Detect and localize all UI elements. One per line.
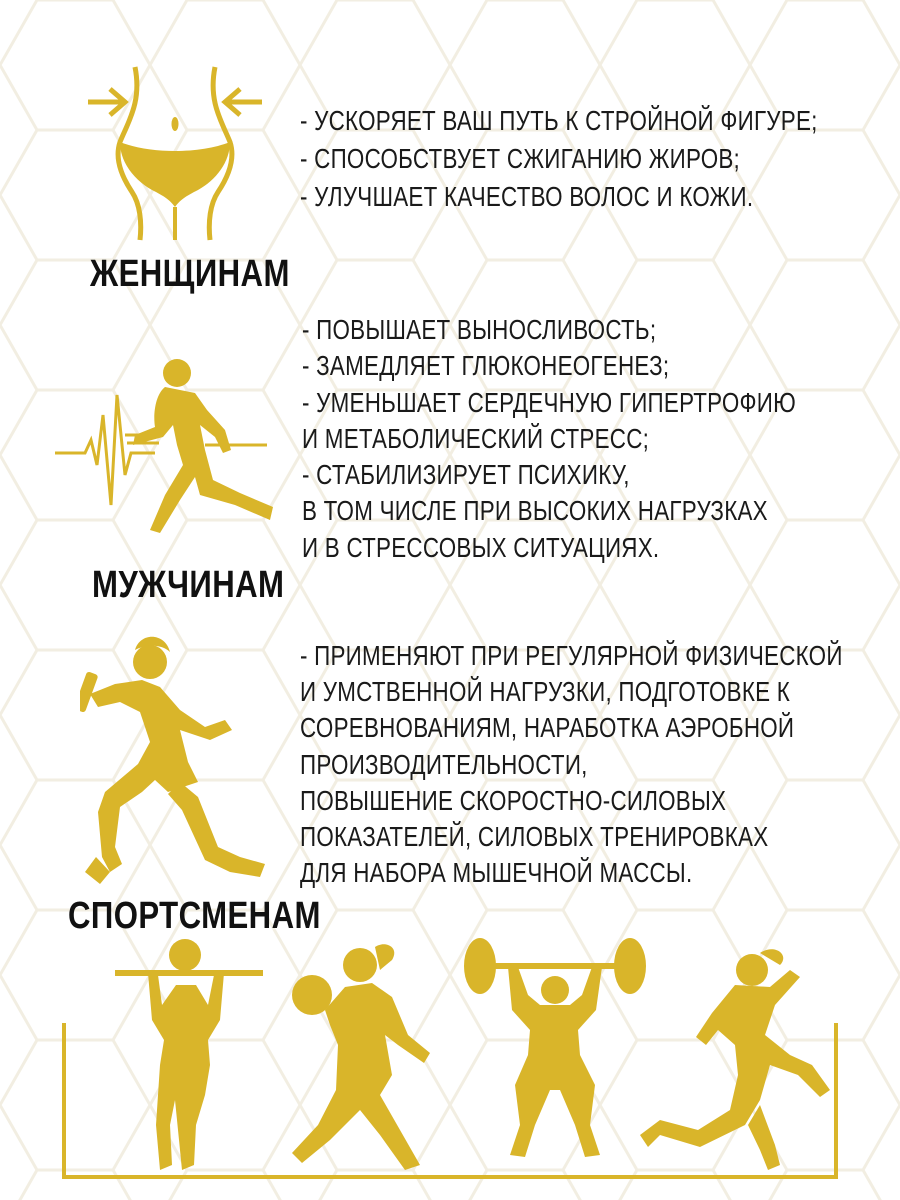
section-title-men: МУЖЧИНАМ bbox=[92, 564, 285, 606]
benefits-list-women bbox=[300, 102, 900, 216]
list-item: СОРЕВНОВАНИЯМ, НАРАБОТКА АЭРОБНОЙ bbox=[300, 712, 795, 744]
list-item: И УМСТВЕННОЙ НАГРУЗКИ, ПОДГОТОВКЕ К bbox=[300, 676, 791, 708]
runner-heartbeat-icon bbox=[55, 355, 280, 545]
list-item: И МЕТАБОЛИЧЕСКИЙ СТРЕСС; bbox=[302, 422, 650, 454]
weightlifter-icon bbox=[464, 938, 646, 1157]
sprinter-icon bbox=[640, 949, 830, 1170]
list-item: И В СТРЕССОВЫХ СИТУАЦИЯХ. bbox=[302, 531, 660, 563]
relay-runner-icon bbox=[80, 632, 280, 887]
athletes-footer-frame bbox=[0, 925, 900, 1200]
list-item: - УСКОРЯЕТ ВАШ ПУТЬ К СТРОЙНОЙ ФИГУРЕ; bbox=[300, 105, 818, 136]
list-item: В ТОМ ЧИСЛЕ ПРИ ВЫСОКИХ НАГРУЗКАХ bbox=[302, 495, 768, 527]
list-item: - УМЕНЬШАЕТ СЕРДЕЧНУЮ ГИПЕРТРОФИЮ bbox=[302, 386, 797, 418]
list-item: ПОВЫШЕНИЕ СКОРОСТНО-СИЛОВЫХ bbox=[300, 784, 727, 816]
list-item: ПРОИЗВОДИТЕЛЬНОСТИ, bbox=[300, 748, 588, 780]
list-item: - ПРИМЕНЯЮТ ПРИ РЕГУЛЯРНОЙ ФИЗИЧЕСКОЙ bbox=[300, 640, 843, 671]
list-item: - СТАБИЛИЗИРУЕТ ПСИХИКУ, bbox=[302, 459, 630, 491]
list-item: - ЗАМЕДЛЯЕТ ГЛЮКОНЕОГЕНЕЗ; bbox=[302, 350, 670, 382]
section-title-women: ЖЕНЩИНАМ bbox=[90, 253, 290, 295]
list-item: - УЛУЧШАЕТ КАЧЕСТВО ВОЛОС И КОЖИ. bbox=[300, 181, 754, 212]
list-item: - ПОВЫШАЕТ ВЫНОСЛИВОСТЬ; bbox=[302, 314, 657, 345]
ball-thrower-icon bbox=[292, 944, 430, 1170]
list-item: - СПОСОБСТВУЕТ СЖИГАНИЮ ЖИРОВ; bbox=[300, 143, 741, 174]
section-title-athletes: СПОРТСМЕНАМ bbox=[68, 895, 321, 937]
list-item: ПОКАЗАТЕЛЕЙ, СИЛОВЫХ ТРЕНИРОВКАХ bbox=[300, 820, 769, 852]
waist-slimming-icon bbox=[80, 62, 270, 242]
benefits-list-athletes bbox=[300, 638, 900, 891]
pull-up-athlete-icon bbox=[115, 939, 263, 1170]
list-item: ДЛЯ НАБОРА МЫШЕЧНОЙ МАССЫ. bbox=[300, 857, 693, 889]
benefits-list-men bbox=[302, 312, 900, 566]
